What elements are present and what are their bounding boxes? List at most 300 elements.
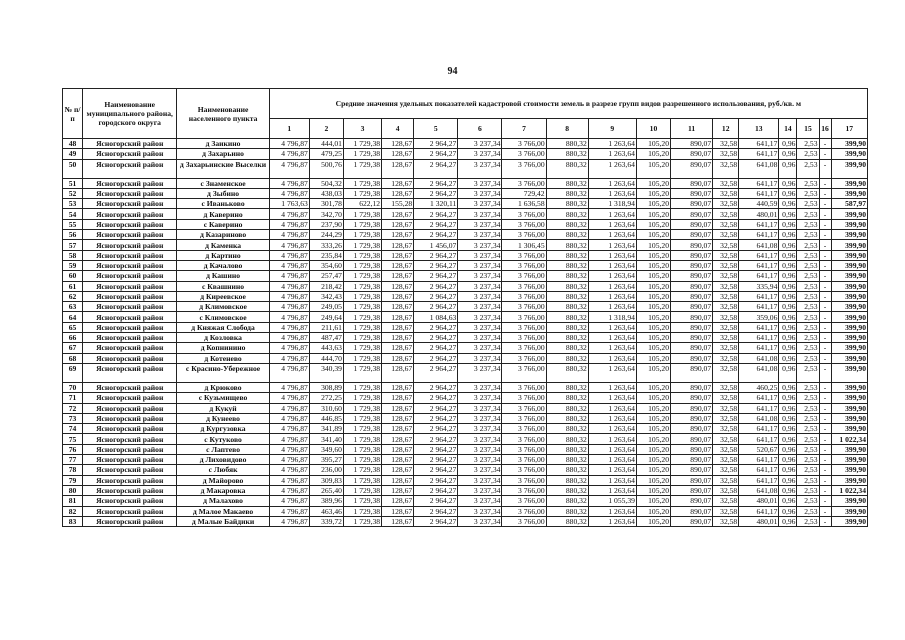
value-cell: 32,58 [713, 188, 739, 198]
value-cell: 880,32 [546, 496, 588, 506]
row-number: 50 [63, 159, 83, 178]
value-cell: 340,39 [309, 363, 343, 382]
value-cell: 3 237,34 [458, 343, 502, 353]
value-cell: 105,20 [636, 343, 670, 353]
value-cell: 479,25 [309, 149, 343, 159]
value-cell: 3 766,00 [502, 393, 546, 403]
value-cell: 2,53 [797, 302, 819, 312]
value-cell: 105,20 [636, 434, 670, 444]
value-cell: 0,96 [779, 250, 797, 260]
value-cell: 1 263,64 [588, 250, 636, 260]
value-cell: 128,67 [382, 393, 414, 403]
district-cell: Ясногорский район [83, 159, 177, 178]
table-row [63, 199, 868, 209]
settlement-cell: с Климовское [177, 312, 269, 322]
value-cell: 32,58 [713, 250, 739, 260]
row-number: 55 [63, 219, 83, 229]
value-cell: 32,58 [713, 424, 739, 434]
settlement-cell: д Качалово [177, 260, 269, 270]
table-row [63, 159, 868, 178]
settlement-cell: с Знаменское [177, 178, 269, 188]
header-group-col: 15 [797, 119, 819, 139]
value-cell: 359,06 [739, 312, 779, 322]
district-cell: Ясногорский район [83, 333, 177, 343]
value-cell: 4 796,87 [269, 403, 309, 413]
value-cell: - [819, 444, 831, 454]
value-cell: 399,90 [831, 159, 867, 178]
value-cell: 1 263,64 [588, 139, 636, 149]
value-cell: 105,20 [636, 199, 670, 209]
value-cell: 32,58 [713, 393, 739, 403]
header-group-col: 3 [343, 119, 381, 139]
value-cell: 4 796,87 [269, 139, 309, 149]
value-cell: 641,17 [739, 178, 779, 188]
value-cell: 2 964,27 [414, 139, 458, 149]
value-cell: 2,53 [797, 434, 819, 444]
value-cell: 2 964,27 [414, 271, 458, 281]
value-cell: 1 318,94 [588, 312, 636, 322]
value-cell: 4 796,87 [269, 455, 309, 465]
value-cell: 0,96 [779, 382, 797, 392]
value-cell: 480,01 [739, 209, 779, 219]
value-cell: 890,07 [671, 403, 713, 413]
value-cell: 880,32 [546, 434, 588, 444]
settlement-cell: д Захарьино [177, 149, 269, 159]
district-cell: Ясногорский район [83, 393, 177, 403]
value-cell: 399,90 [831, 188, 867, 198]
value-cell: 128,67 [382, 149, 414, 159]
value-cell: 399,90 [831, 322, 867, 332]
value-cell: 310,60 [309, 403, 343, 413]
value-cell: 880,32 [546, 333, 588, 343]
settlement-cell: д Крюково [177, 382, 269, 392]
table-row [63, 240, 868, 250]
value-cell: 249,64 [309, 312, 343, 322]
value-cell: 880,32 [546, 455, 588, 465]
table-row [63, 322, 868, 332]
table-row [63, 382, 868, 392]
value-cell: 4 796,87 [269, 209, 309, 219]
value-cell: 1 729,38 [343, 178, 381, 188]
value-cell: 399,90 [831, 209, 867, 219]
value-cell: 1 729,38 [343, 485, 381, 495]
row-number: 69 [63, 363, 83, 382]
value-cell: 105,20 [636, 178, 670, 188]
value-cell: 128,67 [382, 333, 414, 343]
value-cell: 32,58 [713, 209, 739, 219]
value-cell: 3 766,00 [502, 353, 546, 363]
row-number: 61 [63, 281, 83, 291]
value-cell: 128,67 [382, 444, 414, 454]
value-cell: 1 729,38 [343, 188, 381, 198]
row-number: 64 [63, 312, 83, 322]
settlement-cell: д Казариново [177, 230, 269, 240]
row-number: 63 [63, 302, 83, 312]
value-cell: 2,53 [797, 333, 819, 343]
value-cell: 3 766,00 [502, 485, 546, 495]
row-number: 68 [63, 353, 83, 363]
value-cell: 1 729,38 [343, 333, 381, 343]
district-cell: Ясногорский район [83, 343, 177, 353]
value-cell: 1 263,64 [588, 178, 636, 188]
value-cell: 32,58 [713, 516, 739, 526]
settlement-cell: с Красино-Убережное [177, 363, 269, 382]
row-number: 54 [63, 209, 83, 219]
value-cell: 2 964,27 [414, 424, 458, 434]
row-number: 72 [63, 403, 83, 413]
value-cell: 1 263,64 [588, 444, 636, 454]
value-cell: 880,32 [546, 139, 588, 149]
table-row [63, 485, 868, 495]
value-cell: 3 237,34 [458, 403, 502, 413]
row-number: 59 [63, 260, 83, 270]
value-cell: 32,58 [713, 149, 739, 159]
value-cell: 890,07 [671, 465, 713, 475]
value-cell: 3 237,34 [458, 178, 502, 188]
value-cell: 105,20 [636, 363, 670, 382]
value-cell: 1 636,58 [502, 199, 546, 209]
value-cell: 3 237,34 [458, 363, 502, 382]
value-cell: - [819, 393, 831, 403]
value-cell: 3 237,34 [458, 496, 502, 506]
value-cell: 399,90 [831, 271, 867, 281]
value-cell: - [819, 382, 831, 392]
value-cell: 105,20 [636, 424, 670, 434]
value-cell: 880,32 [546, 444, 588, 454]
row-number: 70 [63, 382, 83, 392]
value-cell: 880,32 [546, 393, 588, 403]
value-cell: 880,32 [546, 353, 588, 363]
value-cell: 4 796,87 [269, 506, 309, 516]
value-cell: - [819, 485, 831, 495]
value-cell: 399,90 [831, 382, 867, 392]
value-cell: 3 766,00 [502, 382, 546, 392]
value-cell: 4 796,87 [269, 343, 309, 353]
value-cell: 128,67 [382, 455, 414, 465]
value-cell: 128,67 [382, 312, 414, 322]
value-cell: 3 766,00 [502, 333, 546, 343]
value-cell: 1 729,38 [343, 159, 381, 178]
district-cell: Ясногорский район [83, 149, 177, 159]
value-cell: 890,07 [671, 343, 713, 353]
value-cell: 2,53 [797, 516, 819, 526]
value-cell: 342,70 [309, 209, 343, 219]
value-cell: 890,07 [671, 302, 713, 312]
value-cell: 890,07 [671, 444, 713, 454]
table-row [63, 139, 868, 149]
value-cell: 0,96 [779, 506, 797, 516]
value-cell: 641,17 [739, 393, 779, 403]
value-cell: 3 766,00 [502, 302, 546, 312]
value-cell: - [819, 465, 831, 475]
value-cell: 0,96 [779, 230, 797, 240]
value-cell: 3 766,00 [502, 363, 546, 382]
value-cell: 3 237,34 [458, 382, 502, 392]
district-cell: Ясногорский район [83, 465, 177, 475]
value-cell: 444,70 [309, 353, 343, 363]
value-cell: 2 964,27 [414, 516, 458, 526]
value-cell: 128,67 [382, 139, 414, 149]
district-cell: Ясногорский район [83, 312, 177, 322]
value-cell: - [819, 403, 831, 413]
value-cell: 0,96 [779, 333, 797, 343]
value-cell: 128,67 [382, 353, 414, 363]
value-cell: 155,28 [382, 199, 414, 209]
value-cell: 880,32 [546, 413, 588, 423]
value-cell: 128,67 [382, 159, 414, 178]
value-cell: 2,53 [797, 260, 819, 270]
value-cell: 105,20 [636, 506, 670, 516]
value-cell: 1 729,38 [343, 139, 381, 149]
value-cell: 3 766,00 [502, 291, 546, 301]
value-cell: 0,96 [779, 434, 797, 444]
value-cell: 32,58 [713, 260, 739, 270]
value-cell: 128,67 [382, 250, 414, 260]
value-cell: 3 237,34 [458, 209, 502, 219]
district-cell: Ясногорский район [83, 271, 177, 281]
value-cell: 3 237,34 [458, 159, 502, 178]
value-cell: 1 729,38 [343, 291, 381, 301]
row-number: 57 [63, 240, 83, 250]
value-cell: 32,58 [713, 230, 739, 240]
value-cell: 2 964,27 [414, 403, 458, 413]
value-cell: 1 456,07 [414, 240, 458, 250]
settlement-cell: д Лиховидово [177, 455, 269, 465]
value-cell: 399,90 [831, 444, 867, 454]
value-cell: 128,67 [382, 271, 414, 281]
value-cell: 3 766,00 [502, 250, 546, 260]
value-cell: 4 796,87 [269, 149, 309, 159]
value-cell: 1 263,64 [588, 260, 636, 270]
value-cell: 4 796,87 [269, 363, 309, 382]
row-number: 65 [63, 322, 83, 332]
value-cell: 1 263,64 [588, 382, 636, 392]
value-cell: 504,32 [309, 178, 343, 188]
row-number: 73 [63, 413, 83, 423]
value-cell: 2,53 [797, 199, 819, 209]
district-cell: Ясногорский район [83, 413, 177, 423]
value-cell: 880,32 [546, 209, 588, 219]
settlement-cell: д Кашино [177, 271, 269, 281]
value-cell: 890,07 [671, 322, 713, 332]
value-cell: 641,17 [739, 188, 779, 198]
district-cell: Ясногорский район [83, 302, 177, 312]
table-row [63, 343, 868, 353]
value-cell: 641,17 [739, 465, 779, 475]
value-cell: 890,07 [671, 291, 713, 301]
table-row [63, 424, 868, 434]
value-cell: 128,67 [382, 188, 414, 198]
value-cell: 0,96 [779, 178, 797, 188]
value-cell: 4 796,87 [269, 516, 309, 526]
settlement-cell: с Кузьмищево [177, 393, 269, 403]
table-row [63, 496, 868, 506]
value-cell: 32,58 [713, 322, 739, 332]
value-cell: 0,96 [779, 159, 797, 178]
value-cell: 3 766,00 [502, 475, 546, 485]
value-cell: 399,90 [831, 281, 867, 291]
value-cell: - [819, 413, 831, 423]
value-cell: 2 964,27 [414, 209, 458, 219]
table-row [63, 393, 868, 403]
table-row [63, 312, 868, 322]
value-cell: 890,07 [671, 139, 713, 149]
value-cell: 1 729,38 [343, 393, 381, 403]
value-cell: 1 729,38 [343, 516, 381, 526]
value-cell: 265,40 [309, 485, 343, 495]
district-cell: Ясногорский район [83, 219, 177, 229]
value-cell: 880,32 [546, 424, 588, 434]
value-cell: 1 263,64 [588, 159, 636, 178]
value-cell: 105,20 [636, 403, 670, 413]
value-cell: 3 237,34 [458, 393, 502, 403]
value-cell: 32,58 [713, 333, 739, 343]
value-cell: 105,20 [636, 496, 670, 506]
value-cell: 3 766,00 [502, 343, 546, 353]
value-cell: 890,07 [671, 281, 713, 291]
cadastral-value-table [62, 88, 868, 527]
table-row [63, 403, 868, 413]
value-cell: 399,90 [831, 496, 867, 506]
value-cell: 480,01 [739, 496, 779, 506]
district-cell: Ясногорский район [83, 250, 177, 260]
table-row [63, 413, 868, 423]
value-cell: 890,07 [671, 312, 713, 322]
value-cell: 890,07 [671, 178, 713, 188]
value-cell: 389,96 [309, 496, 343, 506]
value-cell: 2,53 [797, 188, 819, 198]
value-cell: 890,07 [671, 363, 713, 382]
value-cell: 2 964,27 [414, 465, 458, 475]
value-cell: 3 766,00 [502, 516, 546, 526]
value-cell: 880,32 [546, 343, 588, 353]
value-cell: 399,90 [831, 403, 867, 413]
value-cell: 641,17 [739, 230, 779, 240]
value-cell: 2,53 [797, 178, 819, 188]
value-cell: 339,72 [309, 516, 343, 526]
table-row [63, 291, 868, 301]
value-cell: 3 766,00 [502, 413, 546, 423]
district-cell: Ясногорский район [83, 485, 177, 495]
table-row [63, 260, 868, 270]
value-cell: 105,20 [636, 240, 670, 250]
value-cell: 3 237,34 [458, 260, 502, 270]
value-cell: 1 729,38 [343, 382, 381, 392]
value-cell: - [819, 475, 831, 485]
value-cell: 2 964,27 [414, 496, 458, 506]
value-cell: 399,90 [831, 250, 867, 260]
value-cell: 2 964,27 [414, 506, 458, 516]
value-cell: 2,53 [797, 413, 819, 423]
value-cell: 880,32 [546, 516, 588, 526]
value-cell: 32,58 [713, 159, 739, 178]
value-cell: 0,96 [779, 465, 797, 475]
value-cell: 4 796,87 [269, 434, 309, 444]
value-cell: 880,32 [546, 219, 588, 229]
value-cell: 342,43 [309, 291, 343, 301]
value-cell: 236,00 [309, 465, 343, 475]
value-cell: 105,20 [636, 302, 670, 312]
value-cell: 32,58 [713, 271, 739, 281]
value-cell: 128,67 [382, 413, 414, 423]
value-cell: 4 796,87 [269, 322, 309, 332]
row-number: 81 [63, 496, 83, 506]
value-cell: 105,20 [636, 382, 670, 392]
value-cell: 4 796,87 [269, 382, 309, 392]
header-district: Наименование муниципального района, городского округа [83, 89, 177, 139]
header-group-col: 9 [588, 119, 636, 139]
value-cell: 32,58 [713, 465, 739, 475]
value-cell: 0,96 [779, 188, 797, 198]
value-cell: 32,58 [713, 475, 739, 485]
row-number: 83 [63, 516, 83, 526]
value-cell: 0,96 [779, 302, 797, 312]
settlement-cell: д Малые Байдики [177, 516, 269, 526]
value-cell: - [819, 434, 831, 444]
value-cell: 1 729,38 [343, 322, 381, 332]
row-number: 78 [63, 465, 83, 475]
value-cell: 1 263,64 [588, 506, 636, 516]
header-settlement: Наименование населенного пункта [177, 89, 269, 139]
value-cell: 641,08 [739, 413, 779, 423]
settlement-cell: д Кукуй [177, 403, 269, 413]
value-cell: - [819, 343, 831, 353]
value-cell: 500,76 [309, 159, 343, 178]
settlement-cell: д Каменка [177, 240, 269, 250]
settlement-cell: д Котенево [177, 353, 269, 363]
value-cell: 105,20 [636, 281, 670, 291]
district-cell: Ясногорский район [83, 291, 177, 301]
value-cell: 890,07 [671, 413, 713, 423]
value-cell: 2,53 [797, 281, 819, 291]
value-cell: 3 766,00 [502, 465, 546, 475]
value-cell: 32,58 [713, 219, 739, 229]
value-cell: 3 766,00 [502, 209, 546, 219]
value-cell: 1 729,38 [343, 250, 381, 260]
value-cell: - [819, 312, 831, 322]
table-row [63, 178, 868, 188]
header-group-col: 4 [382, 119, 414, 139]
value-cell: 0,96 [779, 312, 797, 322]
value-cell: 399,90 [831, 240, 867, 250]
value-cell: 237,90 [309, 219, 343, 229]
row-number: 76 [63, 444, 83, 454]
header-group-col: 5 [414, 119, 458, 139]
value-cell: 1 263,64 [588, 485, 636, 495]
row-number: 49 [63, 149, 83, 159]
row-number: 52 [63, 188, 83, 198]
value-cell: 4 796,87 [269, 250, 309, 260]
value-cell: 2 964,27 [414, 302, 458, 312]
header-group-col: 7 [502, 119, 546, 139]
value-cell: 3 237,34 [458, 250, 502, 260]
value-cell: 2,53 [797, 291, 819, 301]
value-cell: 399,90 [831, 333, 867, 343]
value-cell: 4 796,87 [269, 230, 309, 240]
value-cell: 622,12 [343, 199, 381, 209]
value-cell: 1 729,38 [343, 455, 381, 465]
value-cell: 335,94 [739, 281, 779, 291]
district-cell: Ясногорский район [83, 475, 177, 485]
value-cell: 105,20 [636, 159, 670, 178]
district-cell: Ясногорский район [83, 424, 177, 434]
value-cell: 1 729,38 [343, 363, 381, 382]
value-cell: 2 964,27 [414, 333, 458, 343]
value-cell: - [819, 199, 831, 209]
value-cell: 4 796,87 [269, 271, 309, 281]
table-row [63, 219, 868, 229]
district-cell: Ясногорский район [83, 188, 177, 198]
